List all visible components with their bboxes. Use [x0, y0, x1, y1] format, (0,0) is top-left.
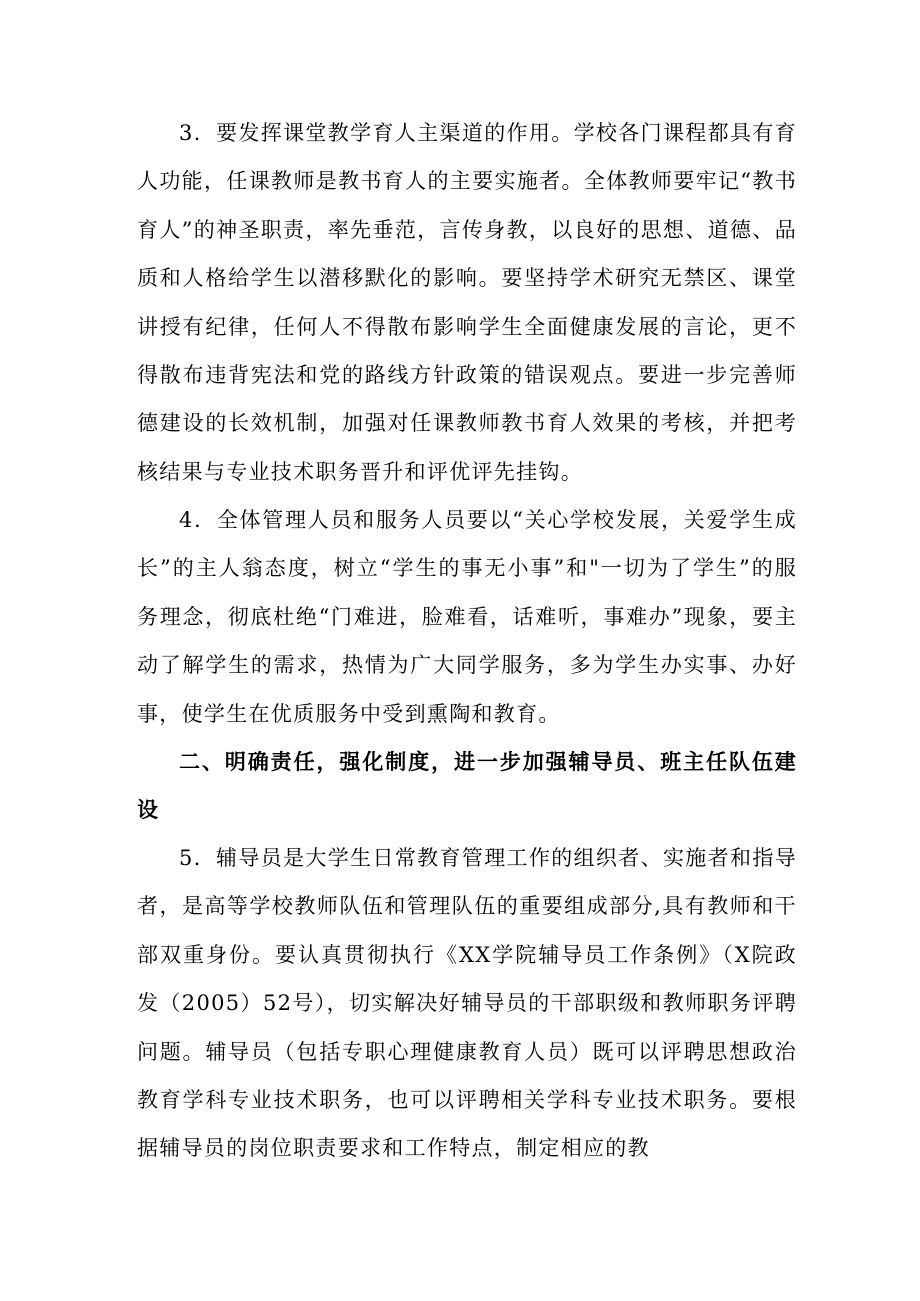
paragraph-item-3: 3．要发挥课堂教学育人主渠道的作用。学校各门课程都具有育人功能，任课教师是教书育人的主要实施者。全体教师要牢记“教书育人”的神圣职责，率先垂范，言传身教，以良好的思想、道德、品质和人格给学生以潜移默化的影响。要坚持学术研究无禁区、课堂讲授有纪律，任何人不得散布影响学生全面健康发展的言论，更不得散布违背宪法和党的路线方针政策的错误观点。要进一步完善师德建设的长效机制，加强对任课教师教书育人效果的考核，并把考核结果与专业技术职务晋升和评优评先挂钩。 — [137, 121, 797, 484]
paragraph-item-5: 5．辅导员是大学生日常教育管理工作的组织者、实施者和指导者，是高等学校教师队伍和管理队伍的重要组成部分,具有教师和干部双重身份。要认真贯彻执行《XX学院辅导员工作条例》（X院政发（2005）52号），切实解决好辅导员的干部职级和教师职务评聘问题。辅导员（包括专职心理健康教育人员）既可以评聘思想政治教育学科专业技术职务，也可以评聘相关学科专业技术职务。要根据辅导员的岗位职责要求和工作特点，制定相应的教 — [137, 846, 797, 1161]
section-heading-2: 二、明确责任，强化制度，进一步加强辅导员、班主任队伍建设 — [137, 750, 797, 823]
paragraph-item-4: 4．全体管理人员和服务人员要以“关心学校发展，关爱学生成长”的主人翁态度，树立“学生的事无小事”和"一切为了学生”的服务理念，彻底杜绝“门难进，脸难看，话难听，事难办”现象，要主动了解学生的需求，热情为广大同学服务，多为学生办实事、办好事，使学生在优质服务中受到熏陶和教育。 — [137, 508, 797, 726]
